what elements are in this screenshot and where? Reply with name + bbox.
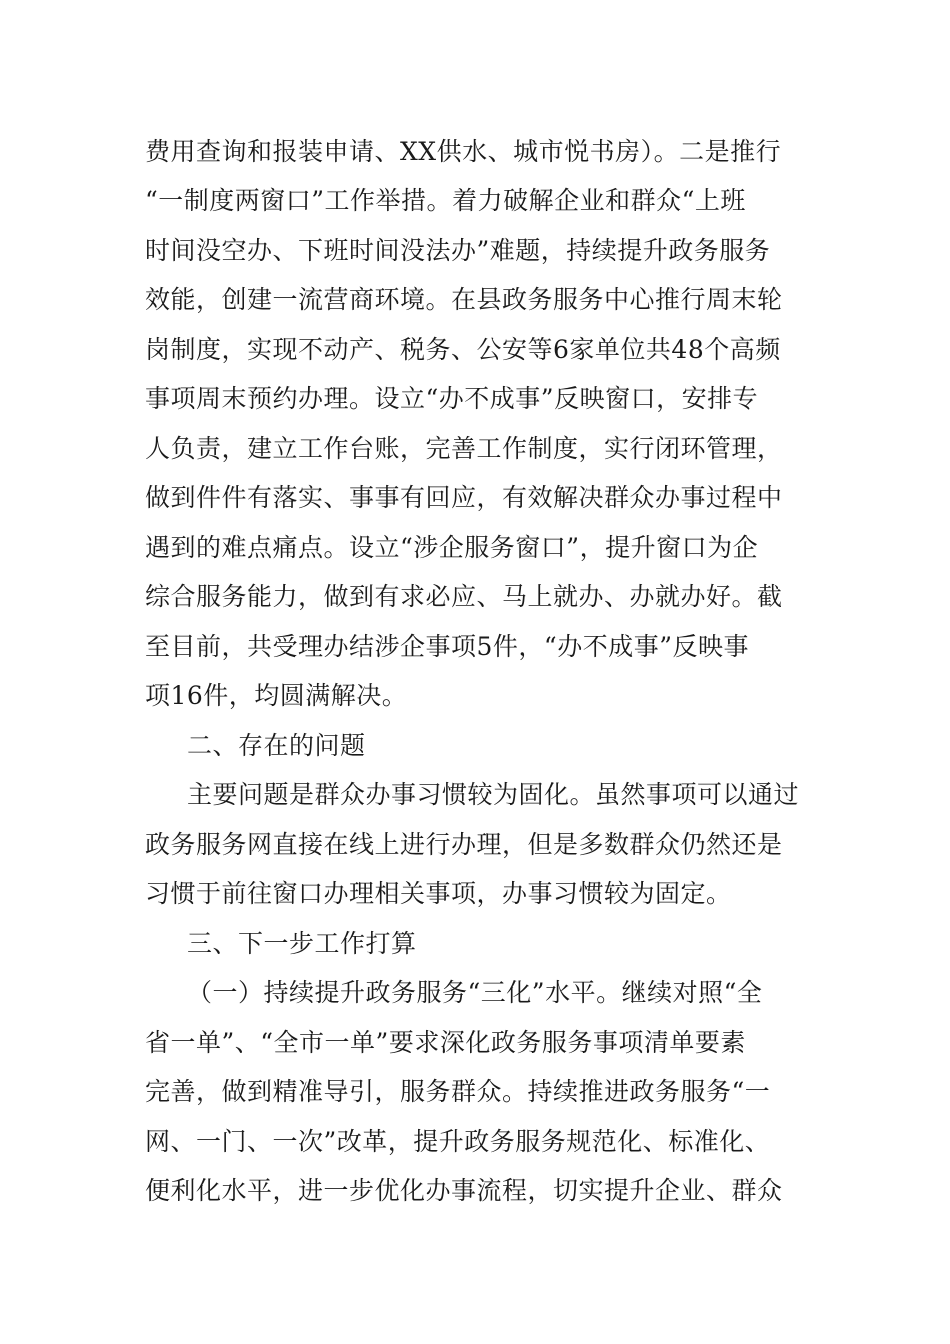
section-heading: 三、下一步工作打算: [187, 929, 417, 958]
paragraph-line: 费用查询和报装申请、XX供水、城市悦书房）。二是推行: [145, 137, 782, 166]
section-heading: 二、存在的问题: [187, 731, 366, 760]
paragraph-line: 岗制度，实现不动产、税务、公安等6家单位共48个高频: [145, 335, 781, 364]
paragraph-line: 效能，创建一流营商环境。在县政务服务中心推行周末轮: [145, 285, 783, 314]
paragraph-line: 主要问题是群众办事习惯较为固化。虽然事项可以通过: [187, 780, 800, 809]
paragraph-line: （一）持续提升政务服务“三化”水平。继续对照“全: [187, 978, 763, 1007]
paragraph-line: 至目前，共受理办结涉企事项5件，“办不成事”反映事: [145, 632, 749, 661]
paragraph-line: 事项周末预约办理。设立“办不成事”反映窗口，安排专: [145, 384, 759, 413]
paragraph-line: 完善，做到精准导引，服务群众。持续推进政务服务“一: [145, 1077, 771, 1106]
paragraph-line: “一制度两窗口”工作举措。着力破解企业和群众“上班: [145, 186, 746, 215]
paragraph-line: 政务服务网直接在线上进行办理，但是多数群众仍然还是: [145, 830, 783, 859]
paragraph-line: 遇到的难点痛点。设立“涉企服务窗口”，提升窗口为企: [145, 533, 759, 562]
paragraph-line: 项16件，均圆满解决。: [145, 681, 408, 710]
paragraph-line: 做到件件有落实、事事有回应，有效解决群众办事过程中: [145, 483, 783, 512]
paragraph-line: 省一单”、“全市一单”要求深化政务服务事项清单要素: [145, 1028, 746, 1057]
paragraph-line: 人负责，建立工作台账，完善工作制度，实行闭环管理，: [145, 434, 783, 463]
paragraph-line: 时间没空办、下班时间没法办”难题，持续提升政务服务: [145, 236, 771, 265]
paragraph-line: 便利化水平，进一步优化办事流程，切实提升企业、群众: [145, 1176, 783, 1205]
paragraph-line: 习惯于前往窗口办理相关事项，办事习惯较为固定。: [145, 879, 732, 908]
paragraph-line: 综合服务能力，做到有求必应、马上就办、办就办好。截: [145, 582, 783, 611]
paragraph-line: 网、一门、一次”改革，提升政务服务规范化、标准化、: [145, 1127, 771, 1156]
